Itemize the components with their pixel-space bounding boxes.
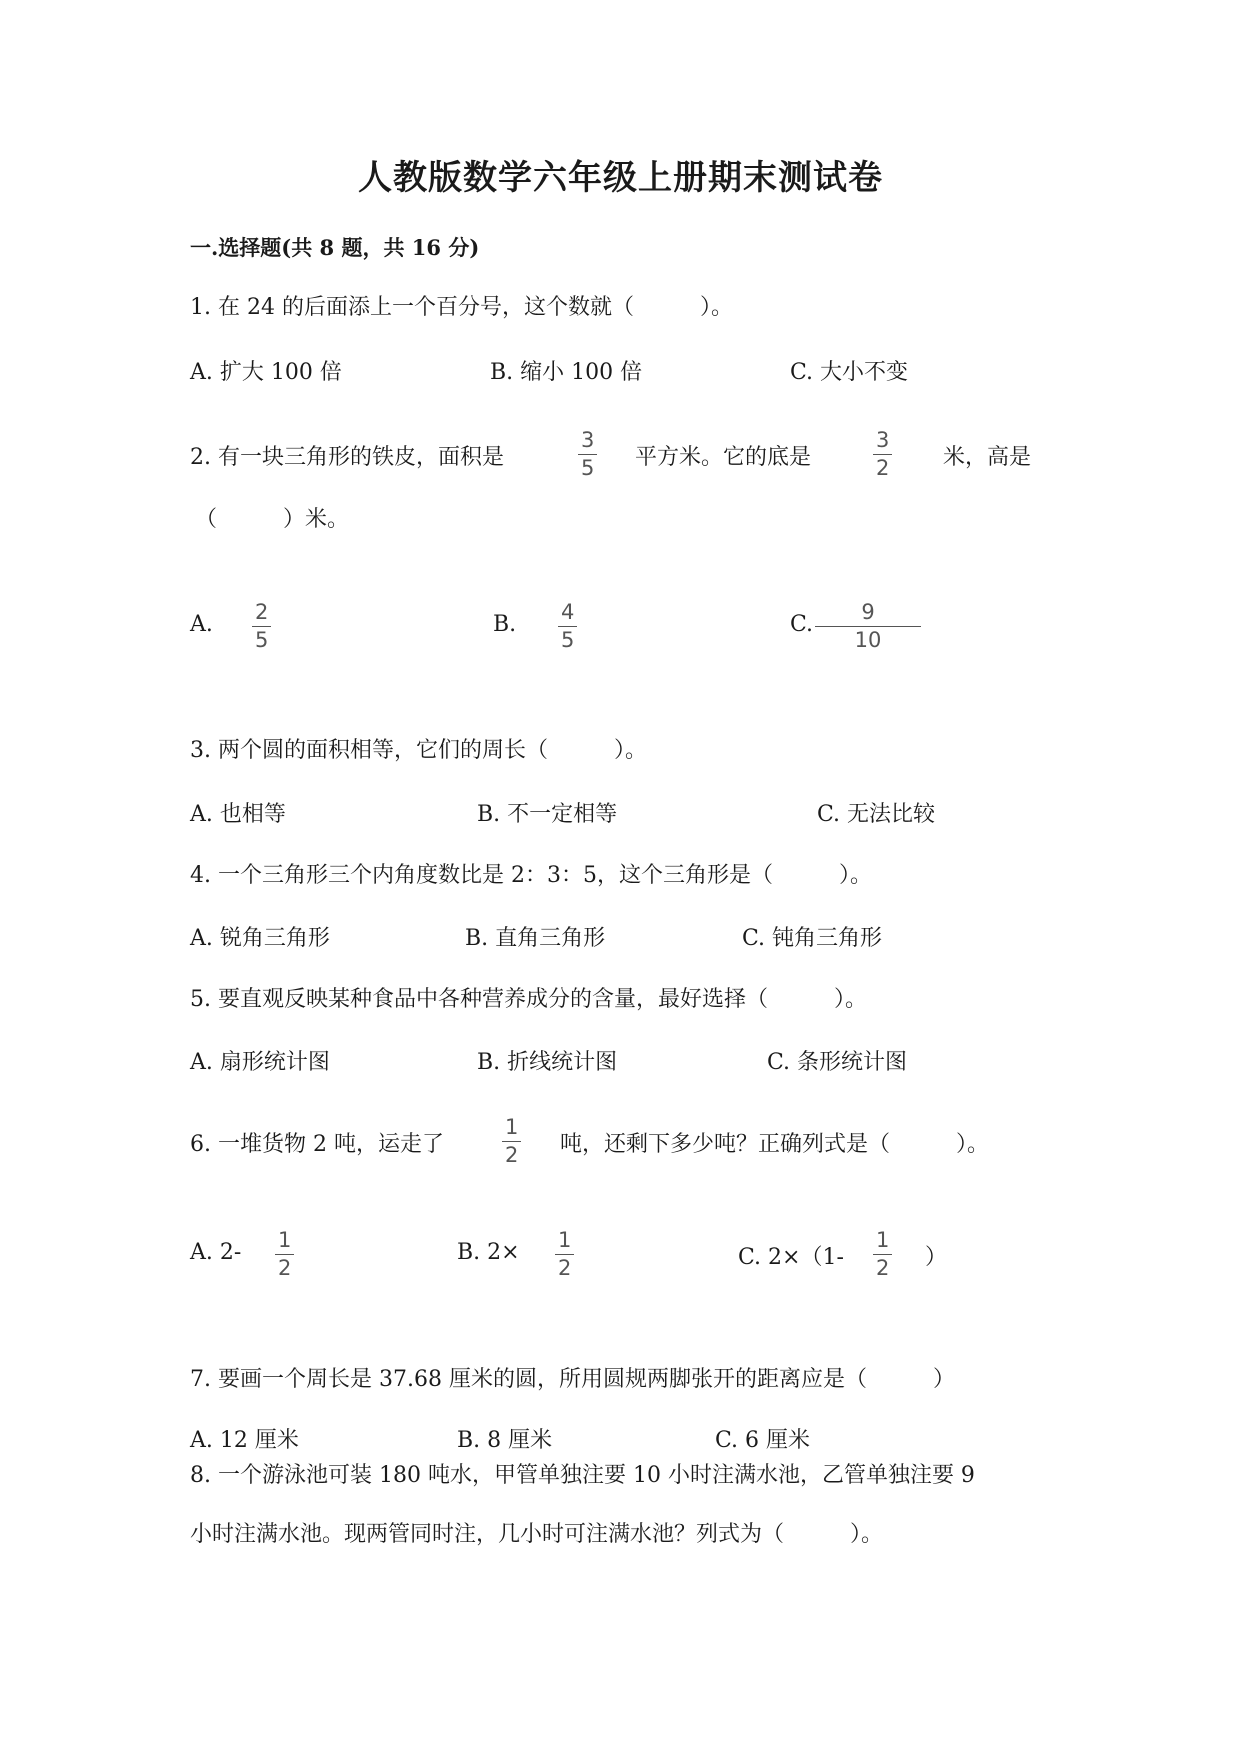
fraction-denominator: 5 (255, 628, 269, 652)
fraction-numerator: 3 (578, 430, 597, 455)
q6-option-c-close: ） (925, 1245, 948, 1270)
question-3: 3. 两个圆的面积相等，它们的周长（ ）。 (190, 738, 647, 763)
q5-option-b: B. 折线统计图 (477, 1050, 618, 1075)
fraction-numerator: 1 (502, 1117, 521, 1142)
q2-area-fraction (578, 430, 597, 479)
fraction-denominator: 2 (876, 1256, 890, 1280)
question-2-part2: 平方米。它的底是 (635, 445, 812, 470)
q4-option-c: C. 钝角三角形 (742, 926, 883, 951)
q6-option-c-fraction (873, 1230, 892, 1279)
fraction-denominator: 2 (505, 1143, 519, 1167)
q2-option-a-fraction (252, 602, 271, 651)
fraction-numerator: 9 (815, 602, 921, 627)
q3-option-c: C. 无法比较 (817, 802, 936, 827)
fraction-numerator: 4 (558, 602, 577, 627)
q6-fraction (502, 1117, 521, 1166)
fraction-numerator: 3 (873, 430, 892, 455)
q6-option-b-fraction (555, 1230, 574, 1279)
question-2-part4: （ ）米。 (195, 507, 350, 532)
fraction-denominator: 5 (581, 456, 595, 480)
question-8-line2: 小时注满水池。现两管同时注，几小时可注满水池？列式为（ ）。 (190, 1522, 884, 1547)
q7-option-b: B. 8 厘米 (457, 1428, 553, 1453)
q5-option-c: C. 条形统计图 (767, 1050, 908, 1075)
question-2-part1: 2. 有一块三角形的铁皮，面积是 (190, 445, 504, 470)
question-5: 5. 要直观反映某种食品中各种营养成分的含量，最好选择（ ）。 (190, 987, 867, 1012)
question-6-part1: 6. 一堆货物 2 吨，运走了 (190, 1132, 444, 1157)
q2-option-c-fraction (815, 602, 921, 651)
q2-base-fraction (873, 430, 892, 479)
q6-option-a: A. 2- (190, 1240, 242, 1265)
q7-option-c: C. 6 厘米 (715, 1428, 811, 1453)
fraction-denominator: 5 (561, 628, 575, 652)
q3-option-a: A. 也相等 (190, 802, 286, 827)
q2-option-a: A. (190, 612, 213, 637)
q6-option-c: C. 2×（1- (738, 1245, 844, 1270)
fraction-numerator: 1 (873, 1230, 892, 1255)
q4-option-b: B. 直角三角形 (465, 926, 606, 951)
q2-option-c: C. (790, 612, 814, 637)
fraction-numerator: 1 (275, 1230, 294, 1255)
page-title: 人教版数学六年级上册期末测试卷 (358, 158, 883, 198)
question-6-part2: 吨，还剩下多少吨？正确列式是（ ）。 (560, 1132, 990, 1157)
question-8-line1: 8. 一个游泳池可装 180 吨水，甲管单独注要 10 小时注满水池，乙管单独注要 9 (190, 1463, 975, 1488)
q1-option-b: B. 缩小 100 倍 (490, 360, 643, 385)
fraction-numerator: 1 (555, 1230, 574, 1255)
fraction-denominator: 10 (854, 628, 882, 652)
question-2-part3: 米，高是 (943, 445, 1032, 470)
fraction-denominator: 2 (876, 456, 890, 480)
fraction-numerator: 2 (252, 602, 271, 627)
q6-option-b: B. 2× (457, 1240, 520, 1265)
q7-option-a: A. 12 厘米 (190, 1428, 299, 1453)
question-7: 7. 要画一个周长是 37.68 厘米的圆，所用圆规两脚张开的距离应是（ ） (190, 1367, 955, 1392)
q1-option-a: A. 扩大 100 倍 (190, 360, 342, 385)
q4-option-a: A. 锐角三角形 (190, 926, 330, 951)
q2-option-b-fraction (558, 602, 577, 651)
q6-option-a-fraction (275, 1230, 294, 1279)
question-1: 1. 在 24 的后面添上一个百分号，这个数就（ ）。 (190, 295, 733, 320)
q3-option-b: B. 不一定相等 (477, 802, 618, 827)
q1-option-c: C. 大小不变 (790, 360, 909, 385)
section-heading: 一.选择题(共 8 题，共 16 分) (190, 235, 480, 260)
fraction-denominator: 2 (558, 1256, 572, 1280)
q5-option-a: A. 扇形统计图 (190, 1050, 330, 1075)
fraction-denominator: 2 (278, 1256, 292, 1280)
q2-option-b: B. (493, 612, 517, 637)
question-4: 4. 一个三角形三个内角度数比是 2：3：5，这个三角形是（ ）。 (190, 863, 872, 888)
